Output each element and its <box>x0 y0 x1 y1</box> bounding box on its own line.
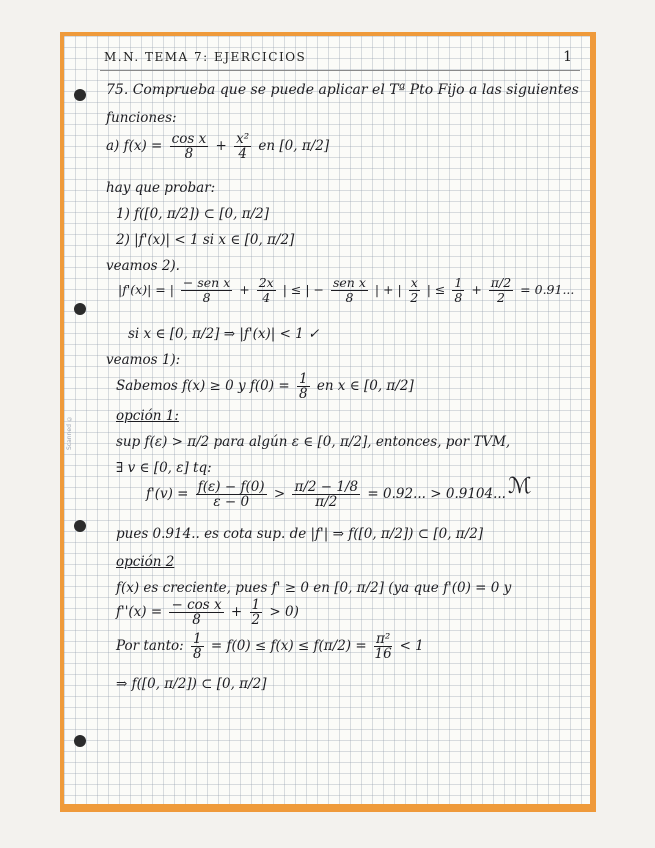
text-line: ∃ v ∈ [0, ε] tq: <box>116 460 212 476</box>
page-number: 1 <box>563 49 572 65</box>
page-header <box>100 48 580 71</box>
second-derivative: f''(x) = $\frac{\text{− cos x}}{8}$ + $\frac{1}{2}$ > 0) <box>116 597 299 628</box>
margin-watermark: Scanned © <box>66 415 73 450</box>
text-line: hay que probar: <box>106 180 216 196</box>
binder-hole <box>74 520 86 532</box>
option-1-conclusion: pues 0.914.. es cota sup. de |f'| ⇒ f([0, π/2]) ⊂ [0, π/2] <box>116 526 484 542</box>
text-line: f(x) es creciente, pues f' ≥ 0 en [0, π/2] (ya que f'(0) = 0 y <box>116 580 512 596</box>
header-title: M.N. TEMA 7: EJERCICIOS <box>104 50 307 64</box>
function-definition: a) f(x) = $\frac{\text{cos x}}{8}$ + $\frac{\text{x²}}{4}$ en [0, π/2] <box>106 131 330 162</box>
derivative-conclusion: si x ∈ [0, π/2] ⇒ |f'(x)| < 1 ✓ <box>128 326 320 342</box>
known-facts: Sabemos f(x) ≥ 0 y f(0) = $\frac{1}{8}$ en x ∈ [0, π/2] <box>116 371 414 402</box>
condition-1: 1) f([0, π/2]) ⊂ [0, π/2] <box>116 206 270 222</box>
binder-hole <box>74 303 86 315</box>
derivative-bound: |f'(x)| = | $\frac{\text{− sen x}}{8}$ + $\frac{2x}{4}$ | ≤ | − $\frac{\text{sen x}}{8}$ | + | $\frac{x}{2}$ | ≤ $\frac{1}{8}$ + $\frac{\pi/2}{2}$ = 0.91... <box>118 275 575 305</box>
option-1-heading: opción 1: <box>116 408 179 424</box>
section-heading: veamos 1): <box>106 352 181 368</box>
contradiction-mark-icon: ℳ <box>508 474 532 499</box>
binder-hole <box>74 735 86 747</box>
condition-2: 2) |f'(x)| < 1 si x ∈ [0, π/2] <box>116 232 295 248</box>
monotonic-bound: Por tanto: $\frac{1}{8}$ = f(0) ≤ f(x) ≤ f(π/2) = $\frac{\text{π²}}{16}$ < 1 <box>116 631 424 662</box>
text-line: sup f(ε) > π/2 para algún ε ∈ [0, π/2], entonces, por TVM, <box>116 434 511 450</box>
option-2-heading: opción 2 <box>116 554 175 570</box>
binder-hole <box>74 89 86 101</box>
mean-value-equation: f'(v) = $\frac{f(\varepsilon) - f(0)}{\varepsilon - 0}$ > $\frac{\pi/2 - 1/8}{\pi/2}$ = 0.92... > 0.9104... <box>146 479 506 510</box>
section-heading: veamos 2). <box>106 258 180 274</box>
exercise-statement: 75. Comprueba que se puede aplicar el Tª Pto Fijo a las siguientes <box>106 82 579 98</box>
exercise-statement-cont: funciones: <box>106 110 177 126</box>
final-conclusion: ⇒ f([0, π/2]) ⊂ [0, π/2] <box>116 676 267 692</box>
